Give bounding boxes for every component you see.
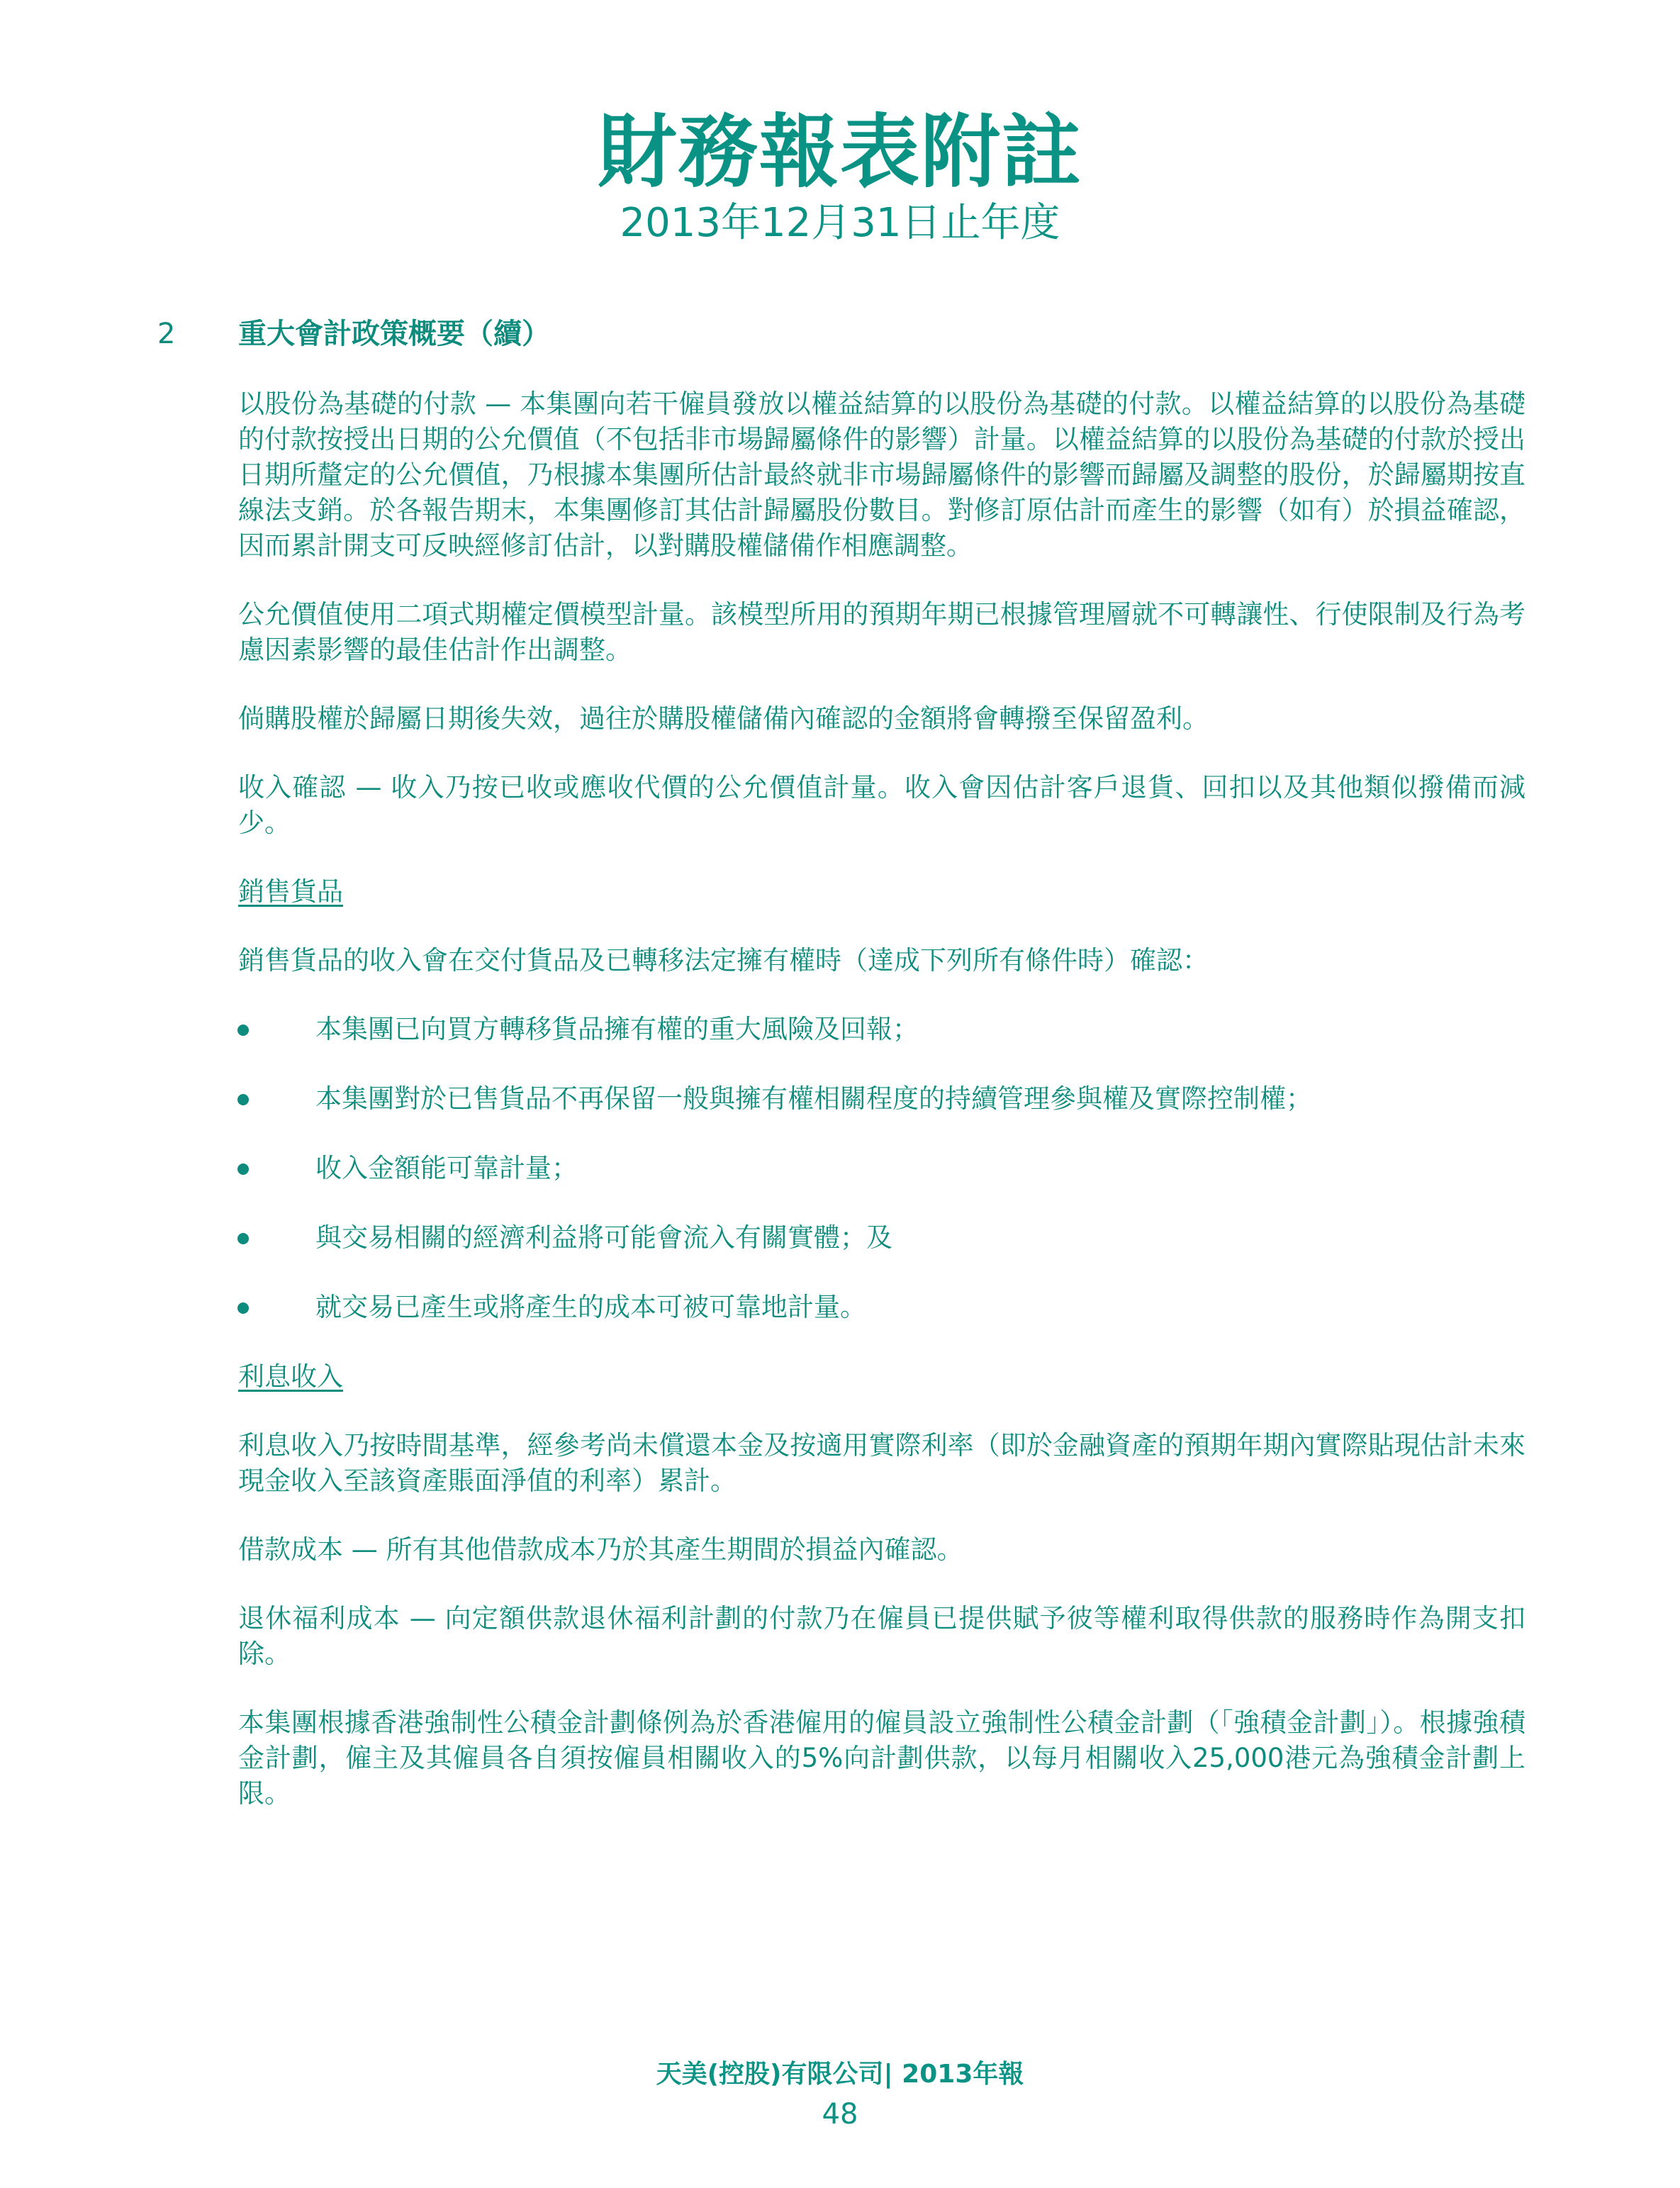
list-item-text: 與交易相關的經濟利益將可能會流入有關實體；及 xyxy=(315,1222,892,1253)
revenue-conditions-list xyxy=(238,1012,1525,1325)
sale-of-goods-subheading: 銷售貨品 xyxy=(238,876,343,907)
list-item-text: 本集團已向買方轉移貨品擁有權的重大風險及回報； xyxy=(315,1014,919,1044)
list-item-text: 本集團對於已售貨品不再保留一般與擁有權相關程度的持續管理參與權及實際控制權； xyxy=(315,1083,1312,1114)
mpf-scheme-paragraph: 本集團根據香港強制性公積金計劃條例為於香港僱用的僱員設立強制性公積金計劃（「強積金計劃」）。根據強積金計劃，僱主及其僱員各自須按僱員相關收入的5%向計劃供款，以每月相關收入25,000港元為強積金計劃上限。 xyxy=(238,1707,1525,1809)
list-item-text: 就交易已產生或將產生的成本可被可靠地計量。 xyxy=(315,1292,866,1322)
interest-income-subheading: 利息收入 xyxy=(238,1361,343,1392)
page-title: 財務報表附註 xyxy=(598,106,1082,199)
list-item xyxy=(237,1220,1525,1256)
borrowing-costs-paragraph: 借款成本 — 所有其他借款成本乃於其產生期間於損益內確認。 xyxy=(238,1534,963,1565)
lapsed-options-paragraph: 倘購股權於歸屬日期後失效，過往於購股權儲備內確認的金額將會轉撥至保留盈利。 xyxy=(238,703,1209,734)
bullet-icon xyxy=(237,1233,249,1244)
page-number: 48 xyxy=(822,2098,858,2131)
fair-value-paragraph: 公允價值使用二項式期權定價模型計量。該模型所用的預期年期已根據管理層就不可轉讓性、行使限制及行為考慮因素影響的最佳估計作出調整。 xyxy=(238,599,1525,665)
section-number: 2 xyxy=(157,318,176,350)
list-item xyxy=(237,1081,1525,1117)
section-heading: 重大會計政策概要（續） xyxy=(238,318,550,350)
list-item xyxy=(237,1012,1525,1047)
sale-of-goods-paragraph: 銷售貨品的收入會在交付貨品及已轉移法定擁有權時（達成下列所有條件時）確認： xyxy=(238,945,1209,976)
share-based-payment-paragraph: 以股份為基礎的付款 — 本集團向若干僱員發放以權益結算的以股份為基礎的付款。以權益結算的以股份為基礎的付款按授出日期的公允價值（不包括非市場歸屬條件的影響）計量。以權益結算的以股份為基礎的付款於授出日期所釐定的公允價值，乃根據本集團所估計最終就非市場歸屬條件的影響而歸屬及調整的股份，於歸屬期按直線法支銷。於各報告期末，本集團修訂其估計歸屬股份數目。對修訂原估計而產生的影響（如有）於損益確認，因而累計開支可反映經修訂估計，以對購股權儲備作相應調整。 xyxy=(238,389,1525,561)
bullet-icon xyxy=(237,1094,249,1105)
bullet-icon xyxy=(237,1025,249,1036)
notes-body xyxy=(238,386,1525,1845)
bullet-icon xyxy=(237,1302,249,1314)
list-item xyxy=(237,1290,1525,1325)
interest-income-paragraph: 利息收入乃按時間基準，經參考尚未償還本金及按適用實際利率（即於金融資產的預期年期內實際貼現估計未來現金收入至該資產賬面淨值的利率）累計。 xyxy=(238,1430,1525,1496)
retirement-benefit-paragraph: 退休福利成本 — 向定額供款退休福利計劃的付款乃在僱員已提供賦予彼等權利取得供款的服務時作為開支扣除。 xyxy=(238,1603,1525,1669)
footer-company: 天美(控股)有限公司| 2013年報 xyxy=(656,2060,1024,2089)
bullet-icon xyxy=(237,1163,249,1175)
list-item xyxy=(237,1151,1525,1186)
revenue-recognition-paragraph: 收入確認 — 收入乃按已收或應收代價的公允價值計量。收入會因估計客戶退貨、回扣以及其他類似撥備而減少。 xyxy=(238,772,1525,838)
page-subtitle: 2013年12月31日止年度 xyxy=(620,200,1060,246)
list-item-text: 收入金額能可靠計量； xyxy=(315,1153,578,1183)
